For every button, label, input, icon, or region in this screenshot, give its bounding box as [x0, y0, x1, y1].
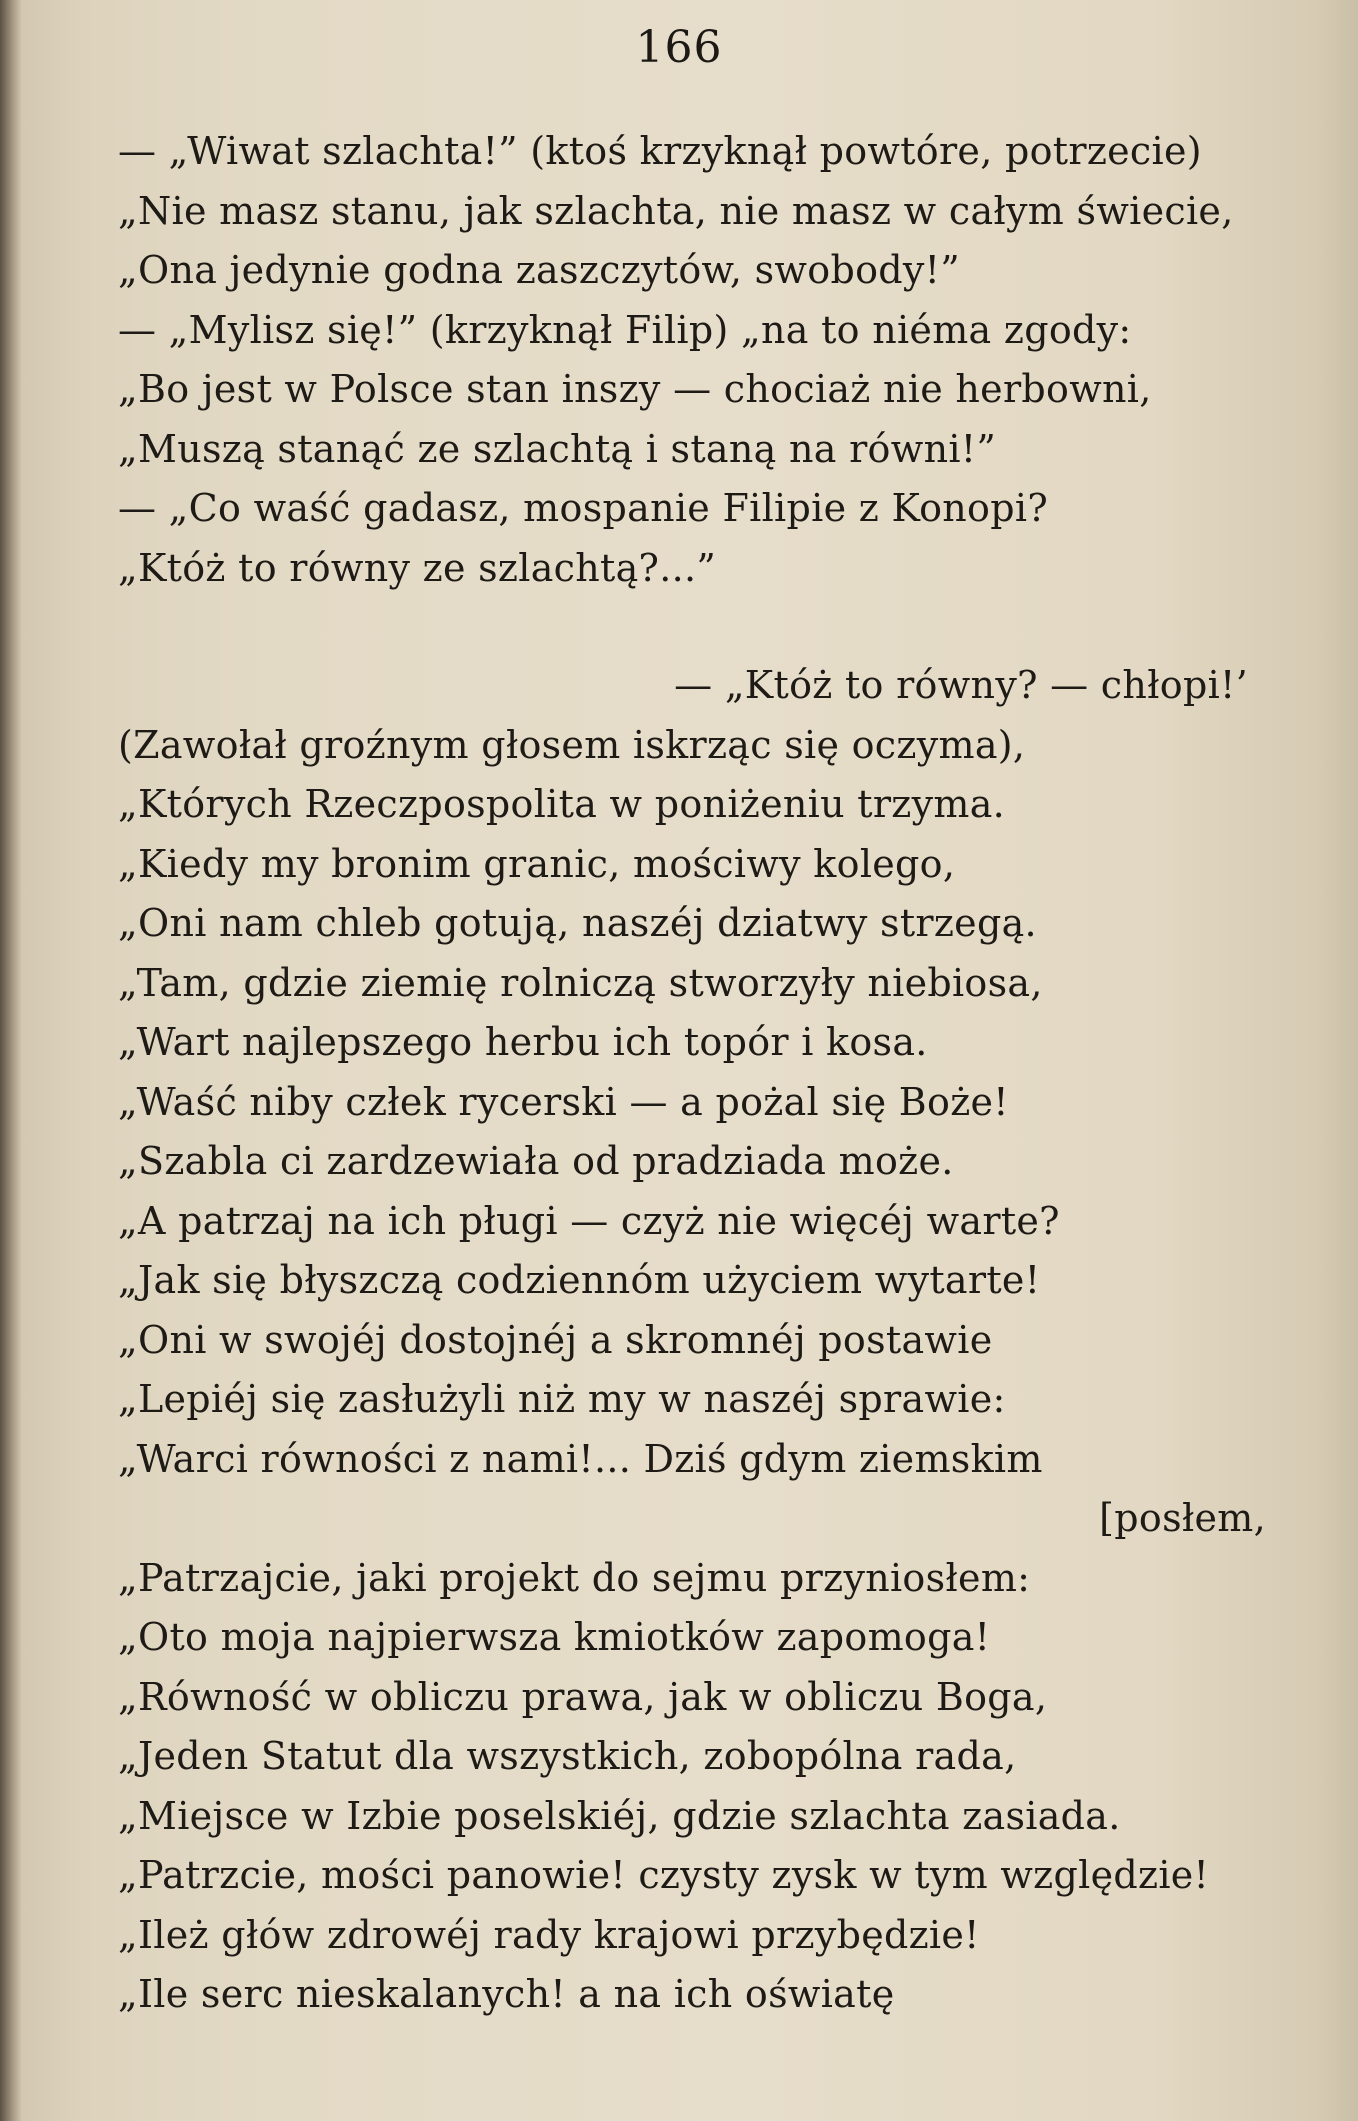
poem-line: „Patrzcie, mości panowie! czysty zysk w tym względzie! — [118, 1853, 1210, 1897]
page-number: 166 — [635, 22, 723, 73]
poem-line: „Szabla ci zardzewiała od pradziada może. — [118, 1139, 954, 1183]
poem-text — [118, 122, 1278, 2025]
poem-line: „Ona jedynie godna zaszczytów, swobody!” — [118, 248, 960, 292]
poem-line: „Tam, gdzie ziemię rolniczą stworzyły niebiosa, — [118, 960, 1043, 1005]
poem-line: „Oni w swojéj dostojnéj a skromnéj postawie — [118, 1317, 993, 1362]
poem-line: „A patrzaj na ich pługi — czyż nie więcéj warte? — [118, 1198, 1060, 1243]
poem-line: „Kiedy my bronim granic, mościwy kolego, — [118, 841, 956, 886]
poem-line: „Bo jest w Polsce stan inszy — chociaż nie herbowni, — [118, 367, 1152, 411]
poem-line: „Warci równości z nami!... Dziś gdym ziemskim — [118, 1436, 1043, 1481]
poem-line: „Miejsce w Izbie poselskiéj, gdzie szlachta zasiada. — [118, 1793, 1121, 1838]
poem-line: — „Co waść gadasz, mospanie Filipie z Konopi? — [118, 486, 1048, 530]
poem-line: (Zawołał groźnym głosem iskrząc się oczyma), — [118, 722, 1026, 767]
poem-line: „Waść niby człek rycerski — a pożal się Boże! — [118, 1079, 1009, 1124]
poem-line: „Oto moja najpierwsza kmiotków zapomoga! — [118, 1615, 991, 1659]
poem-line: „Oni nam chleb gotują, naszéj dziatwy strzegą. — [118, 901, 1037, 945]
poem-line: „Lepiéj się zasłużyli niż my w naszéj sprawie: — [118, 1377, 1006, 1421]
poem-line: „Wart najlepszego herbu ich topór i kosa. — [118, 1020, 928, 1064]
poem-line: „Ile serc nieskalanych! a na ich oświatę — [118, 1972, 895, 2016]
poem-line: — „Wiwat szlachta!” (ktoś krzyknął powtóre, potrzecie) — [118, 129, 1202, 173]
poem-line-continuation: — „Któż to równy? — chłopi!’ — [674, 663, 1248, 707]
poem-line: „Równość w obliczu prawa, jak w obliczu Boga, — [118, 1674, 1048, 1719]
poem-line: „Któż to równy ze szlachtą?...” — [118, 545, 717, 590]
poem-line: „Nie masz stanu, jak szlachta, nie masz w całym świecie, — [118, 188, 1234, 233]
page-gutter-shadow — [0, 0, 22, 2121]
poem-line-runover: [posłem, — [1099, 1496, 1266, 1540]
poem-line: „Muszą stanąć ze szlachtą i staną na równi!” — [118, 426, 997, 471]
poem-line: — „Mylisz się!” (krzyknął Filip) „na to niéma zgody: — [118, 307, 1132, 352]
poem-line: „Ileż głów zdrowéj rady krajowi przybędzie! — [118, 1912, 980, 1957]
poem-line: „Jak się błyszczą codziennóm użyciem wytarte! — [118, 1258, 1041, 1302]
poem-line: „Których Rzeczpospolita w poniżeniu trzyma. — [118, 782, 1006, 826]
poem-line: „Patrzajcie, jaki projekt do sejmu przyniosłem: — [118, 1555, 1031, 1600]
poem-line: „Jeden Statut dla wszystkich, zobopólna rada, — [118, 1734, 1017, 1778]
